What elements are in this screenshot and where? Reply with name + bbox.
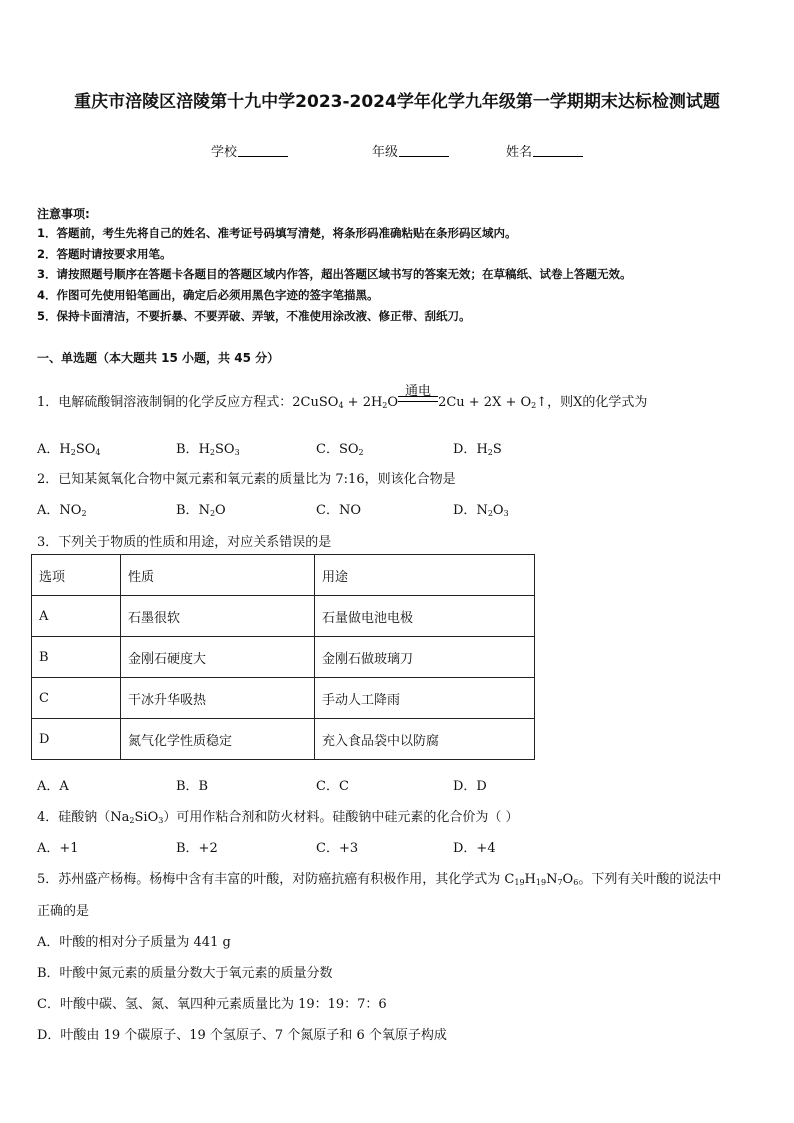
- note-item: 2．答题时请按要求用笔。: [37, 247, 172, 261]
- q4-option-a[interactable]: A．+1: [37, 841, 79, 856]
- note-item: 1．答题前，考生先将自己的姓名、准考证号码填写清楚，将条形码准确粘贴在条形码区域内。: [37, 226, 517, 240]
- table-cell: C: [32, 678, 121, 719]
- q1-option-b[interactable]: B．$H_2SO_3$: [176, 442, 240, 457]
- q2-option-d[interactable]: D．$N_2O_3$: [453, 503, 509, 518]
- q1-prefix: 1．电解硫酸铜溶液制铜的化学反应方程式：: [37, 395, 293, 410]
- q5-option-d[interactable]: D．叶酸由 19 个碳原子、19 个氢原子、7 个氮原子和 6 个氧原子构成: [37, 1028, 447, 1043]
- table-header: 用途: [315, 555, 535, 596]
- q2-option-c[interactable]: C．NO: [316, 503, 361, 518]
- table-cell: 手动人工降雨: [315, 678, 535, 719]
- q5-option-a[interactable]: A．叶酸的相对分子质量为 441 g: [37, 935, 231, 950]
- note-item: 3．请按照题号顺序在答题卡各题目的答题区域内作答，超出答题区域书写的答案无效；在草稿纸、试卷上答题无效。: [37, 267, 632, 281]
- table-cell: 石量做电池电极: [315, 596, 535, 637]
- q3-option-a[interactable]: A．A: [37, 779, 69, 794]
- question-2: 2．已知某氮氧化合物中氮元素和氧元素的质量比为 7:16，则该化合物是: [37, 472, 456, 487]
- table-row: [32, 637, 535, 678]
- q1-option-a[interactable]: A．$H_2SO_4$: [37, 442, 101, 457]
- note-item: 5．保持卡面清洁，不要折暴、不要弄破、弄皱，不准使用涂改液、修正带、刮纸刀。: [37, 309, 471, 323]
- q3-option-c[interactable]: C．C: [316, 779, 349, 794]
- q4-prefix: 4．硅酸钠（Na: [37, 810, 130, 825]
- q4-option-d[interactable]: D．+4: [453, 841, 496, 856]
- question-1: [37, 384, 648, 410]
- page-title: 重庆市涪陵区涪陵第十九中学2023-2024学年化学九年级第一学期期末达标检测试题: [74, 92, 720, 112]
- q3-option-b[interactable]: B．B: [176, 779, 209, 794]
- table-header-row: [32, 555, 535, 596]
- q1-option-c[interactable]: C．$SO_2$: [316, 442, 364, 457]
- q4-option-b[interactable]: B．+2: [176, 841, 218, 856]
- question-3: 3．下列关于物质的性质和用途，对应关系错误的是: [37, 535, 332, 550]
- table-row: [32, 596, 535, 637]
- section-heading: 一、单选题（本大题共 15 小题，共 45 分）: [37, 351, 280, 365]
- q1-option-d[interactable]: D．$H_2S$: [453, 442, 502, 457]
- grade-field[interactable]: [372, 141, 449, 160]
- note-item: 4．作图可先使用铅笔画出，确定后必须用黑色字迹的签字笔描黑。: [37, 288, 379, 302]
- table-cell: 干冰升华吸热: [121, 678, 315, 719]
- question-4: 4．硅酸钠$(Na_2SiO_3)$可用作粘合剂和防火材料。硅酸钠中硅元素的化合价为（ ）: [37, 810, 519, 825]
- q3-option-d[interactable]: D．D: [453, 779, 487, 794]
- school-blank[interactable]: [238, 144, 288, 157]
- q2-option-b[interactable]: B．$N_2O$: [176, 503, 226, 518]
- table-cell: 氮气化学性质稳定: [121, 719, 315, 760]
- notes-heading: 注意事项:: [37, 207, 90, 221]
- question-5: 5．苏州盛产杨梅。杨梅中含有丰富的叶酸，对防癌抗癌有积极作用，其化学式为 $C_{19}H_{19}N_7O_6$。下列有关叶酸的说法中: [37, 872, 722, 887]
- name-label: 姓名: [506, 145, 533, 160]
- q5-suffix: 。下列有关叶酸的说法中: [578, 872, 722, 887]
- school-field[interactable]: [211, 141, 288, 160]
- school-label: 学校: [211, 145, 238, 160]
- q2-option-a[interactable]: A．$NO_2$: [37, 503, 87, 518]
- table-row: [32, 678, 535, 719]
- q4-suffix: ）可用作粘合剂和防火材料。硅酸钠中硅元素的化合价为（ ）: [163, 810, 519, 825]
- q1-equation: 2CuSO$_4$ + $2H_2O$ 通电 $2Cu + 2X + O_2↑$: [292, 395, 547, 410]
- q5-option-b[interactable]: B．叶酸中氮元素的质量分数大于氧元素的质量分数: [37, 966, 333, 981]
- q4-option-c[interactable]: C．+3: [316, 841, 359, 856]
- name-field[interactable]: [506, 141, 583, 160]
- table-cell: 金刚石做玻璃刀: [315, 637, 535, 678]
- grade-label: 年级: [372, 145, 399, 160]
- name-blank[interactable]: [533, 144, 583, 157]
- q1-condition: 通电: [405, 384, 432, 399]
- table-header: 性质: [121, 555, 315, 596]
- table-cell: 石墨很软: [121, 596, 315, 637]
- q5-option-c[interactable]: C．叶酸中碳、氢、氮、氧四种元素质量比为 19：19：7：6: [37, 997, 387, 1012]
- table-cell: A: [32, 596, 121, 637]
- table-cell: B: [32, 637, 121, 678]
- table-cell: 充入食品袋中以防腐: [315, 719, 535, 760]
- q3-table: [31, 554, 535, 760]
- q1-suffix: ，则X的化学式为: [547, 395, 648, 410]
- q5-prefix: 5．苏州盛产杨梅。杨梅中含有丰富的叶酸，对防癌抗癌有积极作用，其化学式为 C: [37, 872, 515, 887]
- table-cell: 金刚石硬度大: [121, 637, 315, 678]
- grade-blank[interactable]: [399, 144, 449, 157]
- table-header: 选项: [32, 555, 121, 596]
- table-row: [32, 719, 535, 760]
- q5-line2: 正确的是: [37, 904, 90, 919]
- table-cell: D: [32, 719, 121, 760]
